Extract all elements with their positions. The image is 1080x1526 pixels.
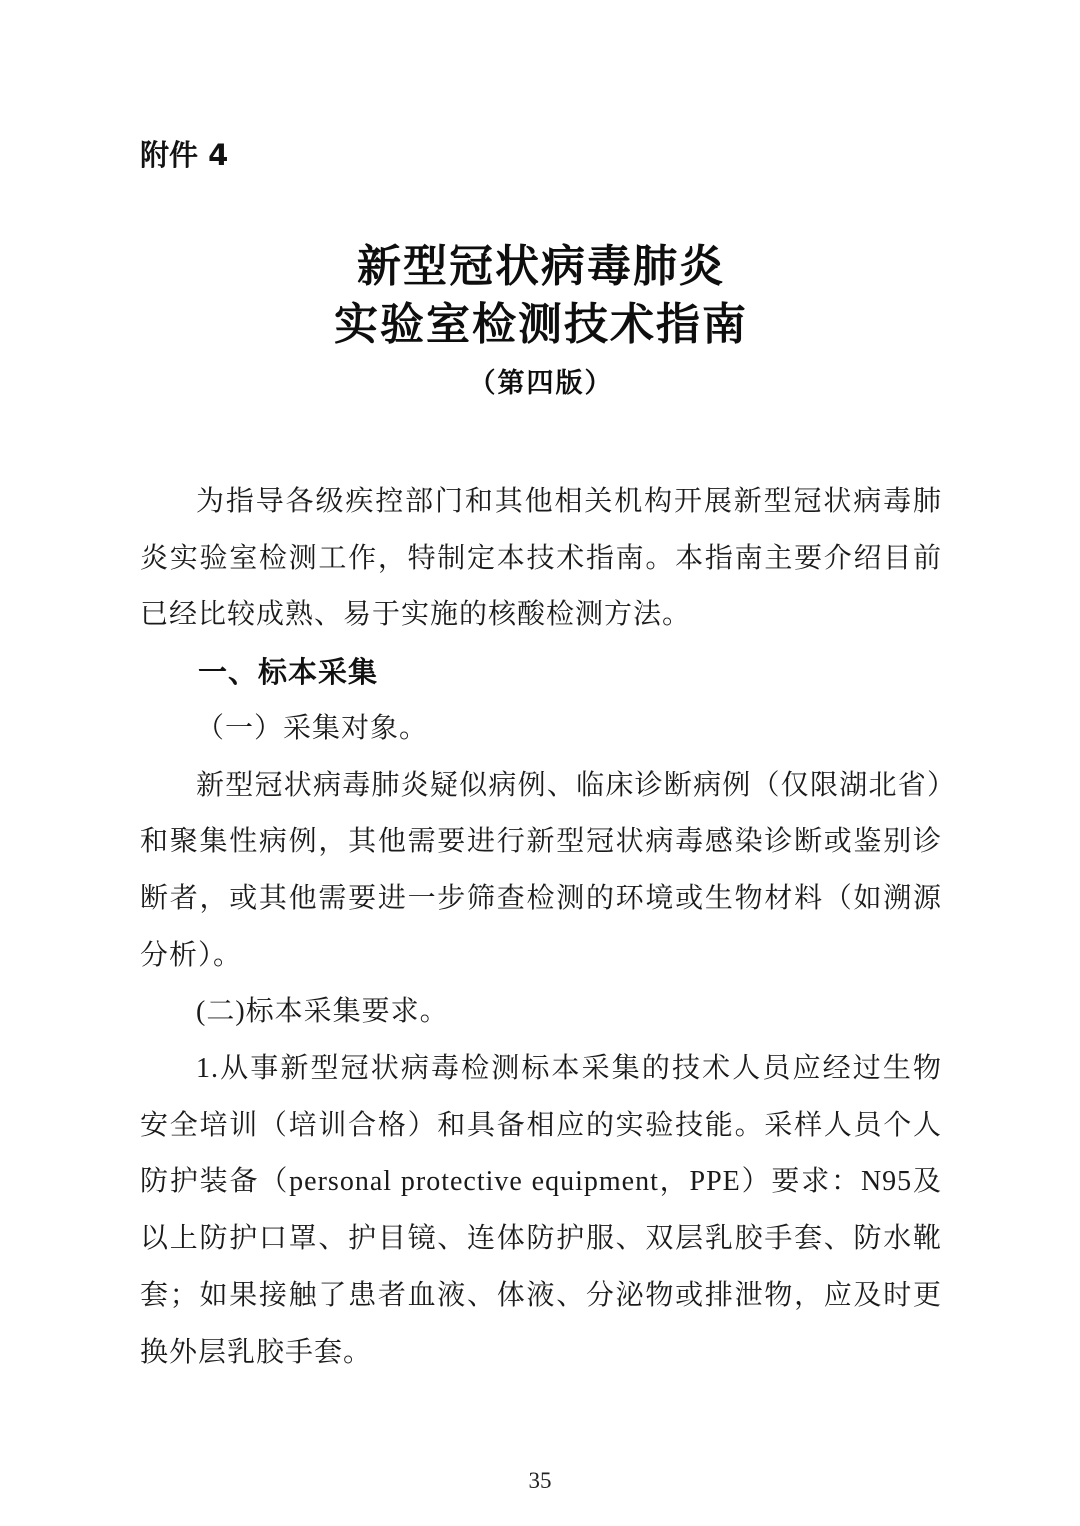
document-content [140,0,942,1381]
paragraph-collection-targets: 新型冠状病毒肺炎疑似病例、临床诊断病例（仅限湖北省）和聚集性病例，其他需要进行新型冠状病毒感染诊断或鉴别诊断者，或其他需要进一步筛查检测的环境或生物材料（如溯源分析）。 [140,769,942,971]
intro-paragraph: 为指导各级疾控部门和其他相关机构开展新型冠状病毒肺炎实验室检测工作，特制定本技术指南。本指南主要介绍目前已经比较成熟、易于实施的核酸检测方法。 [140,486,942,631]
paragraph-collection-requirements: 1.从事新型冠状病毒检测标本采集的技术人员应经过生物安全培训（培训合格）和具备相应的实验技能。采样人员个人防护装备（personal protective equipment，PPE）要求：N95及以上防护口罩、护目镜、连体防护服、双层乳胶手套、防水靴套；如果接触了患者血液、体液、分泌物或排泄物，应及时更换外层乳胶手套。 [140,1053,942,1368]
document-title-line-2: 实验室检测技术指南 [334,300,748,349]
subsection-heading-collection-requirements: (二)标本采集要求。 [196,996,449,1028]
document-title-line-1: 新型冠状病毒肺炎 [357,242,725,291]
page-number: 35 [528,1468,552,1493]
section-heading-specimen-collection: 一、标本采集 [198,655,379,690]
subsection-heading-collection-targets: （一）采集对象。 [196,712,429,744]
attachment-label: 附件 4 [140,138,229,172]
document-body [140,474,942,1381]
document-title-block [140,238,942,354]
edition-label: （第四版） [468,368,614,398]
